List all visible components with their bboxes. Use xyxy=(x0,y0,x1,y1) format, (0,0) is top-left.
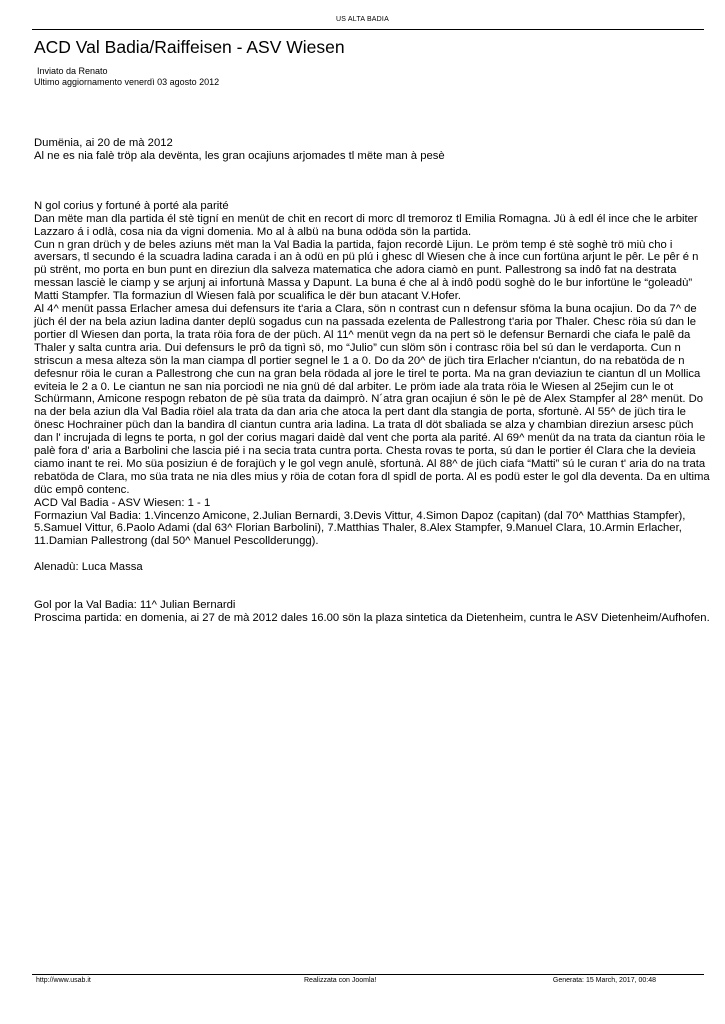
next-match: Proscima partida: en domenia, ai 27 de mà 2012 dales 16.00 sön la plaza sintetica da Dietenheim, cuntra le ASV Dietenheim/Aufhofen. xyxy=(34,612,710,625)
article-meta xyxy=(34,66,219,88)
author-line: Inviato da Renato xyxy=(37,66,108,76)
footer-generated: Generata: 15 March, 2017, 00:48 xyxy=(552,977,656,984)
section-heading: N gol corius y fortuné à porté ala parité xyxy=(34,199,229,212)
header-divider xyxy=(32,29,704,30)
article-body xyxy=(34,137,714,625)
footer-credit: Realizzata con Joomla! xyxy=(304,977,377,984)
paragraph-match-report: Al 4^ menüt passa Erlacher amesa dui defensurs ite t'aria a Clara, sön n contrast cun n defensur sföma la buna ocajiun. Do da 7^ de jüch él der na bela aziun ladina danter deplü sogadus cun na passada ezelenta de Pallestrong t'aria por Thaler. Chesc röia sú dan le portier dl Wiesen dan porta, la trata röia fora de der püch. Al 11^ menüt vegn da na pert sö le defensur Bernardi che ciafa le palê da Thaler y salta cuntra aria. Dui defensurs le prô da tignì sö, mo “Julio” cun slöm sön i contrasc röia bel sú dan le verdaporta. Cun n striscun a mesa alteza sön la man ciampa dl portier segnel le 1 a 0. Do da 20^ de jüch tira Erlacher n'ciantun, do na rebatöda de n defesnur röia le curan a Pallestrong che cun na gran bela rödada al jore le tirel te porta. Ma na gran deviaziun te ciantun dl un Mollica eviteia le 2 a 0. Le ciantun ne san nia porciodì ne nia gnü dé dal arbiter. Le pröm iade ala trata röia le Wiesen al 25ejim cun le ot Schürmann, Amicone respogn rebaton de pè süa trata da daimprò. N´atra gran ocajiun é sön le pè de Alex Stampfer al 28^ menüt. Do na der bela aziun dla Val Badia röiel ala trata da dan aria che atoca la pert dant dla stangia de porta, sfortunè. Al 55^ de jüch tira le önesc Hochrainer püch dan la bandira dl ciantun cuntra aria ladina. La trata dl döt sbaliada se alza y chambian direziun arsesc püch dan l' incrujada di legns te porta, n gol der corius magari daidè dal vent che porta ala parité. Al 69^ menüt da na trata da ciantun röia le palè fora d' aria a Barbolini che lascia pié i na secia trata cuntra porta. Chesta rovas te porta, sú dan le portier él Clara che la devieia ciamo inant te rei. Mo süa posiziun é de forajüch y le gol vegn anulè, sfortunà. Al 88^ de jüch ciafa “Matti” sú le curan t' aria do na trata rebatöda de Clara, mo süa trata ne nia dles mius y röia de cotan fora dl spidl de porta. Al es podü ester le gol dla deventa. Da en ultima düc empô contenc. xyxy=(34,303,710,496)
coach-line: Alenadù: Luca Massa xyxy=(34,561,143,574)
updated-line: Ultimo aggiornamento venerdì 03 agosto 2012 xyxy=(34,77,220,87)
goals-line: Gol por la Val Badia: 11^ Julian Bernardi xyxy=(34,599,236,612)
site-header: US ALTA BADIA xyxy=(336,16,389,23)
result-line: ACD Val Badia - ASV Wiesen: 1 - 1 xyxy=(34,496,211,509)
article-title: ACD Val Badia/Raiffeisen - ASV Wiesen xyxy=(34,37,345,57)
dateline: Dumënia, ai 20 de mà 2012 xyxy=(34,137,173,149)
footer-url: http://www.usab.it xyxy=(36,977,91,984)
paragraph-summary: Cun n gran drüch y de beles aziuns mët man la Val Badia la partida, fajon recordè Lijun. Le pröm temp é stè soghè trö miù cho i aversars, tl secundo é la scuadra ladina carada i an à odü en pü plú i ghesc dl Wiesen che à ince cun fortüna arjunt le pêr. Le pêr é n pü strënt, mo porta en bun punt en direziun dla salveza matematica che adora ciamò en punt. Pallestrong sa indô fat na destrata messan lasciè le ciamp y se arjunj ai infortunà Massa y Dapunt. La buna é che al à indô podü soghè do le bur infortüne le “goleadù” Matti Stampfer. Tla formaziun dl Wiesen falà por scualifica le dër bun atacant V.Hofer. xyxy=(34,238,699,303)
paragraph-intro: Dan mëte man dla partida él stè tigní en menüt de chit en recort di morc dl tremoroz tl Emilia Romagna. Jü à edl él ince che le arbiter Lazzaro á i odlà, cosa nia da vigni domenia. Mo al à albü na buna odöda sön la partida. xyxy=(34,212,698,238)
footer-divider xyxy=(32,974,704,975)
lineup: Formaziun Val Badia: 1.Vincenzo Amicone, 2.Julian Bernardi, 3.Devis Vittur, 4.Simon Dapoz (capitan) (dal 70^ Matthias Stampfer), 5.Samuel Vittur, 6.Paolo Adami (dal 63^ Florian Barbolini), 7.Matthias Thaler, 8.Alex Stampfer, 9.Manuel Clara, 10.Armin Erlacher, 11.Damian Pallestrong (dal 50^ Manuel Pescollderungg). xyxy=(34,509,686,548)
article-subtitle: Al ne es nia falè tröp ala devënta, les gran ocajiuns arjomades tl mëte man à pesè xyxy=(34,149,445,162)
